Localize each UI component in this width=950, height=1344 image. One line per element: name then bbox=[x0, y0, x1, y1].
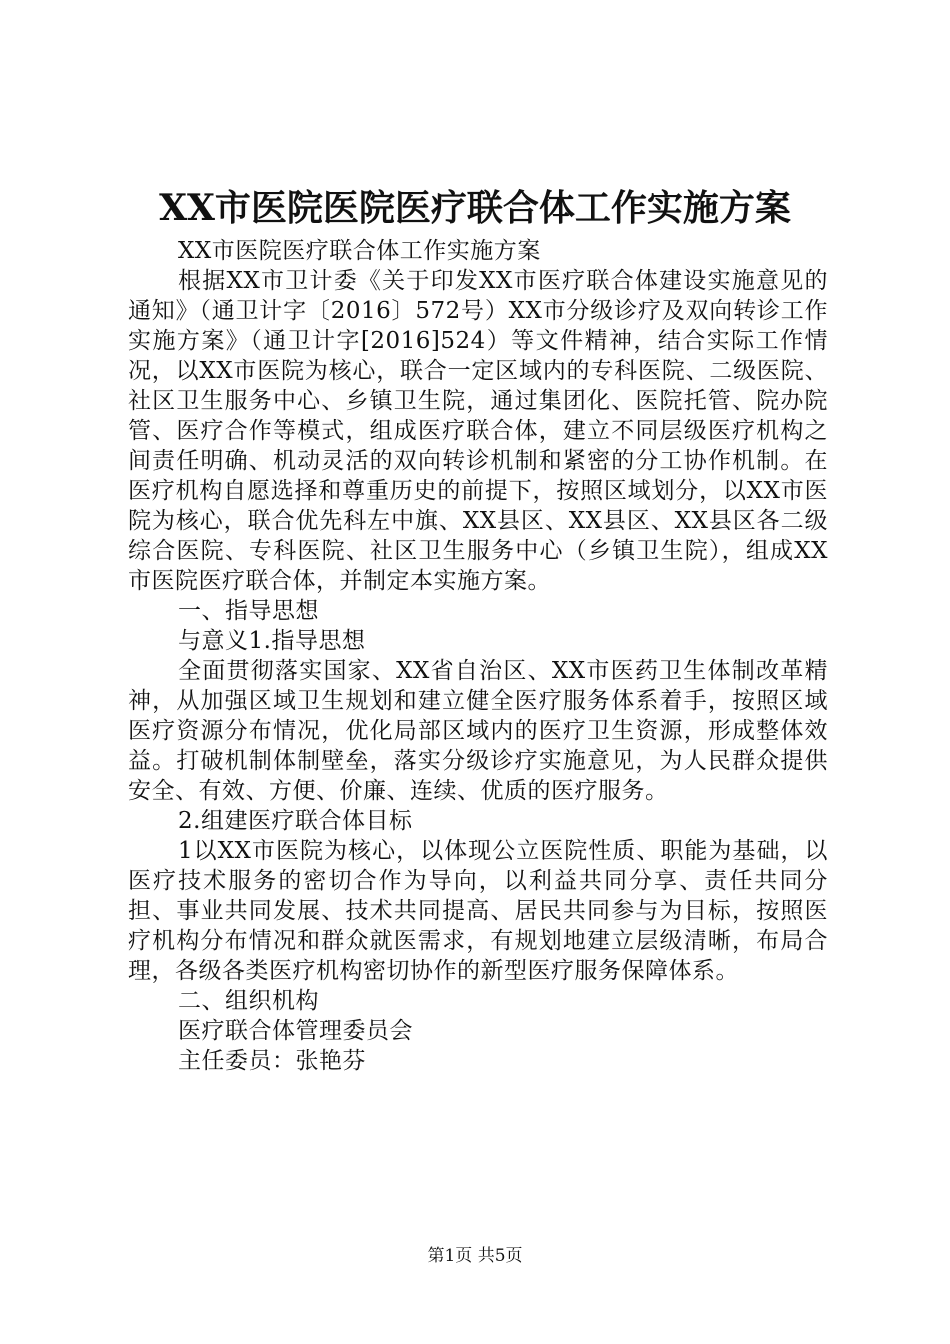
subtitle-paragraph: XX市医院医疗联合体工作实施方案 bbox=[178, 238, 541, 264]
document-title: XX市医院医院医疗联合体工作实施方案 bbox=[159, 187, 791, 229]
director-line: 主任委员：张艳芬 bbox=[178, 1048, 366, 1074]
goal-paragraph: 1以XX市医院为核心，以体现公立医院性质、职能为基础，以医疗技术服务的密切合作为导向，以利益共同分享、责任共同分担、事业共同发展、技术共同提高、居民共同参与为目标，按照医疗机构分布情况和群众就医需求，有规划地建立层级清晰，布局合理，各级各类医疗机构密切协作的新型医疗服务保障体系。 bbox=[128, 838, 828, 984]
subsection-heading-2: 2.组建医疗联合体目标 bbox=[178, 808, 413, 834]
document-body bbox=[128, 236, 828, 1076]
page-footer: 第1页 共5页 bbox=[427, 1246, 523, 1266]
intro-paragraph: 根据XX市卫计委《关于印发XX市医疗联合体建设实施意见的通知》（通卫计字〔2016〕572号）XX市分级诊疗及双向转诊工作实施方案》（通卫计字[2016]524）等文件精神，结合实际工作情况，以XX市医院为核心，联合一定区域内的专科医院、二级医院、社区卫生服务中心、乡镇卫生院，通过集团化、医院托管、院办院管、医疗合作等模式，组成医疗联合体，建立不同层级医疗机构之间责任明确、机动灵活的双向转诊机制和紧密的分工协作机制。在医疗机构自愿选择和尊重历史的前提下，按照区域划分，以XX市医院为核心，联合优先科左中旗、XX县区、XX县区、XX县区各二级综合医院、专科医院、社区卫生服务中心（乡镇卫生院），组成XX市医院医疗联合体，并制定本实施方案。 bbox=[128, 268, 828, 594]
guiding-thought-paragraph: 全面贯彻落实国家、XX省自治区、XX市医药卫生体制改革精神，从加强区域卫生规划和建立健全医疗服务体系着手，按照区域医疗资源分布情况，优化局部区域内的医疗卫生资源，形成整体效益。打破机制体制壁垒，落实分级诊疗实施意见，为人民群众提供安全、有效、方便、价廉、连续、优质的医疗服务。 bbox=[128, 658, 828, 804]
section-heading-1: 一、指导思想 bbox=[178, 598, 319, 624]
committee-heading: 医疗联合体管理委员会 bbox=[178, 1018, 413, 1044]
subsection-heading-1: 与意义1.指导思想 bbox=[178, 628, 366, 654]
section-heading-2: 二、组织机构 bbox=[178, 988, 319, 1014]
